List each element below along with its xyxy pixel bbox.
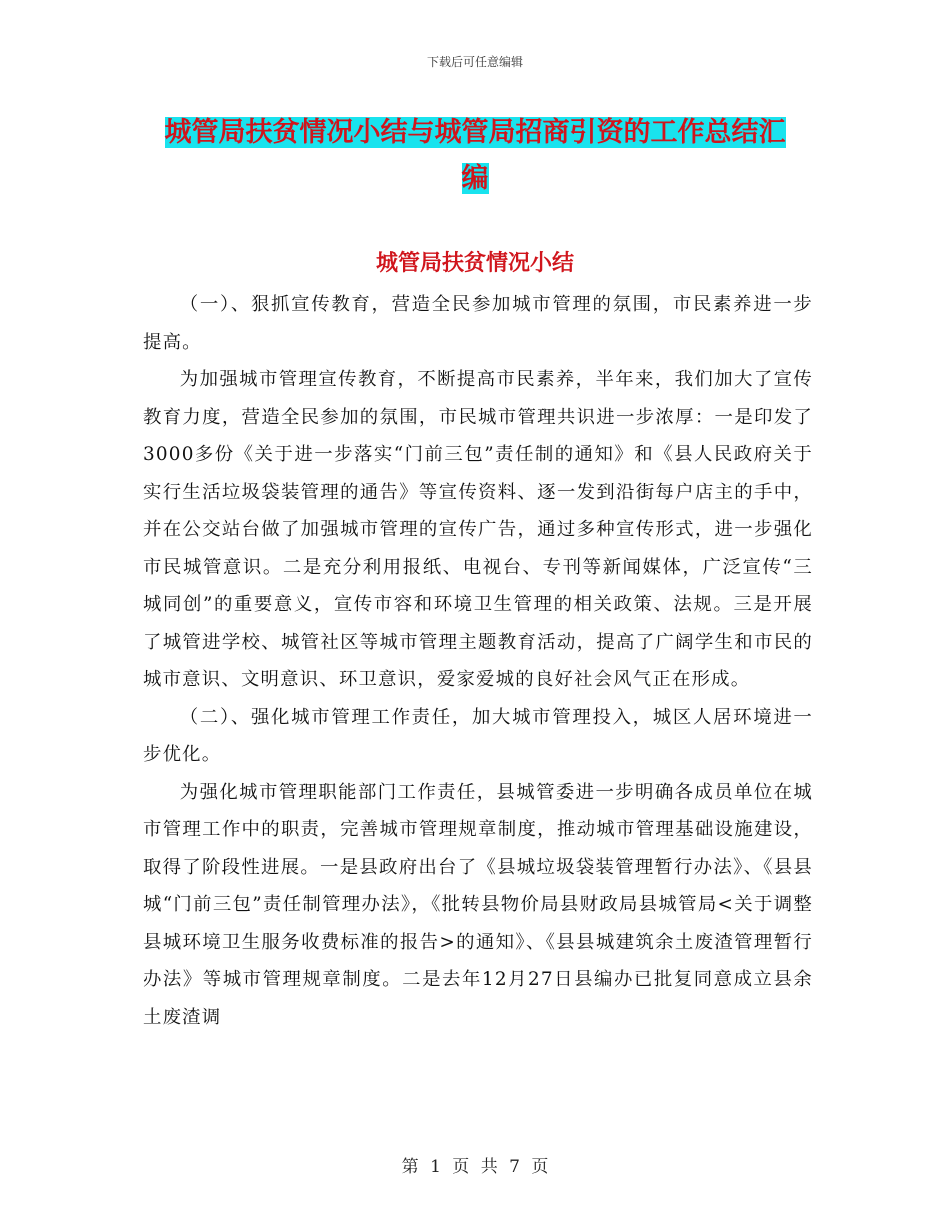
title-line-2: 编	[461, 163, 489, 194]
section-title: 城管局扶贫情况小结	[375, 251, 574, 276]
page-header: 下载后可任意编辑	[426, 55, 523, 69]
page-footer: 第 1 页 共 7 页	[401, 1157, 549, 1177]
document-title	[130, 110, 820, 202]
body-text	[143, 286, 813, 1036]
title-line-1: 城管局扶贫情况小结与城管局招商引资的工作总结汇	[164, 117, 786, 148]
paragraph: （二）、强化城市管理工作责任，加大城市管理投入，城区人居环境进一步优化。	[143, 706, 813, 765]
paragraph: 为强化城市管理职能部门工作责任，县城管委进一步明确各成员单位在城市管理工作中的职责，完善城市管理规章制度，推动城市管理基础设施建设，取得了阶段性进展。一是县政府出台了《县城垃圾袋装管理暂行办法》、《县县城“门前三包”责任制管理办法》，《批转县物价局县财政局县城管局<关于调整县城环境卫生服务收费标准的报告>的通知》、《县县城建筑余土废渣管理暂行办法》等城市管理规章制度。二是去年12月27日县编办已批复同意成立县余土废渣调	[143, 781, 813, 1028]
paragraph: 为加强城市管理宣传教育，不断提高市民素养，半年来，我们加大了宣传教育力度，营造全民参加的氛围，市民城市管理共识进一步浓厚：一是印发了3000多份《关于进一步落实“门前三包”责任制的通知》和《县人民政府关于实行生活垃圾袋装管理的通告》等宣传资料、逐一发到沿街每户店主的手中，并在公交站台做了加强城市管理的宣传广告，通过多种宣传形式，进一步强化市民城管意识。二是充分利用报纸、电视台、专刊等新闻媒体，广泛宣传“三城同创”的重要意义，宣传市容和环境卫生管理的相关政策、法规。三是开展了城管进学校、城管社区等城市管理主题教育活动，提高了广阔学生和市民的城市意识、文明意识、环卫意识，爱家爱城的良好社会风气正在形成。	[143, 369, 813, 690]
paragraph: （一）、狠抓宣传教育，营造全民参加城市管理的氛围，市民素养进一步提高。	[143, 294, 813, 353]
